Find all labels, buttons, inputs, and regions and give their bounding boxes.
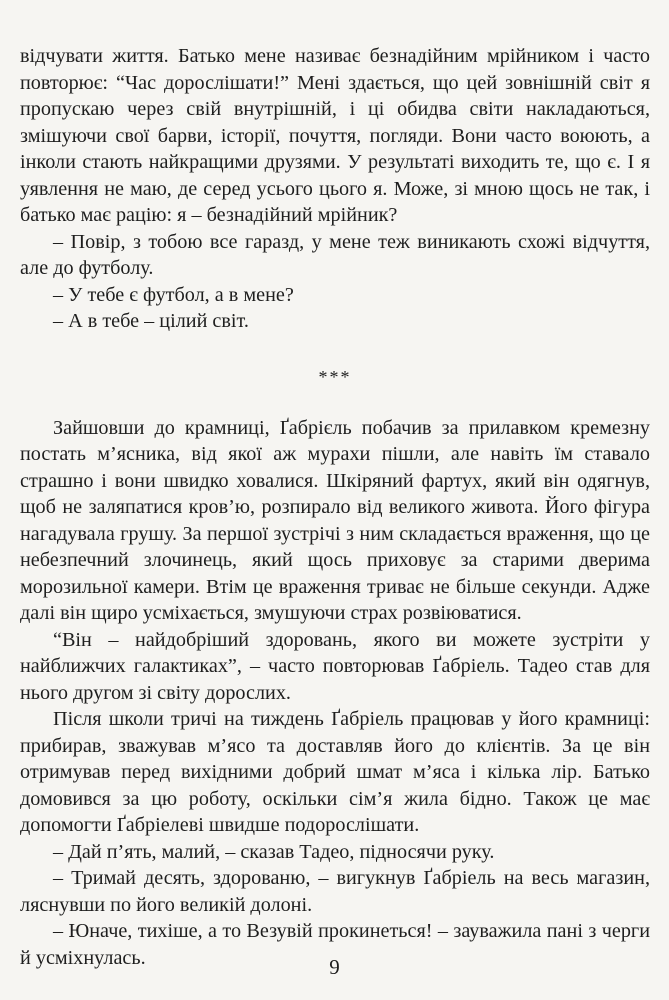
page-number: 9 — [329, 955, 340, 979]
paragraph: відчувати життя. Батько мене називає безнадійним мрійником і часто повторює: “Час дорослішати!” Мені здається, що цей зовнішній світ я пропускаю через свій внутрішній, і ці обидва світи накладаються, змішуючи свої барви, історії, почуття, погляди. Вони часто воюють, а інколи стають найкращими друзями. У результаті виходить те, що є. І я уявлення не маю, де серед усього цього я. Може, зі мною щось не так, і батько має рацію: я – безнадійний мрійник? — [20, 45, 650, 226]
paragraph: – Дай п’ять, малий, – сказав Тадео, підносячи руку. — [53, 840, 495, 863]
paragraph: – Юначе, тихіше, а то Везувій прокинеться! – зауважила пані з черги й усміхнулась. — [20, 920, 650, 969]
paragraph: – А в тебе – цілий світ. — [53, 310, 249, 332]
section-separator: *** — [318, 366, 352, 387]
paragraph: – Повір, з тобою все гаразд, у мене теж виникають схожі відчуття, але до футболу. — [20, 230, 650, 279]
paragraph: Після школи тричі на тиждень Ґабріель працював у його крамниці: прибирав, зважував м’ясо та доставляв його до клієнтів. За це він отримував перед вихідними добрий шмат м’яса і кілька лір. Батько домовився за цю роботу, оскільки сім’я жила бідно. Також це має допомогти Ґабріелеві швидше подорослішати. — [20, 708, 650, 836]
paragraph: – Тримай десять, здорованю, – вигукнув Ґабріель на весь магазин, ляснувши по його великій долоні. — [20, 867, 650, 916]
paragraph: – У тебе є футбол, а в мене? — [53, 283, 294, 306]
paragraph: Зайшовши до крамниці, Ґабрієль побачив за прилавком кремезну постать м’ясника, від якої аж мурахи пішли, але навіть їм ставало страшно і вони швидко ховалися. Шкіряний фартух, який він одягнув, щоб не заляпатися кров’ю, розпирало від великого живота. Його фігура нагадувала грушу. За першої зустрічі з ним складається враження, що це небезпечний злочинець, який щось приховує за старими дверима морозильної камери. Втім це враження триває не більше секунди. Адже далі він щиро усміхається, змушуючи страх розвіюватися. — [20, 416, 650, 624]
paragraph: “Він – найдобріший здоровань, якого ви можете зустріти у найближчих галактиках”, – часто повторював Ґабріель. Тадео став для нього другом зі світу дорослих. — [20, 628, 650, 704]
page-text — [20, 43, 650, 971]
